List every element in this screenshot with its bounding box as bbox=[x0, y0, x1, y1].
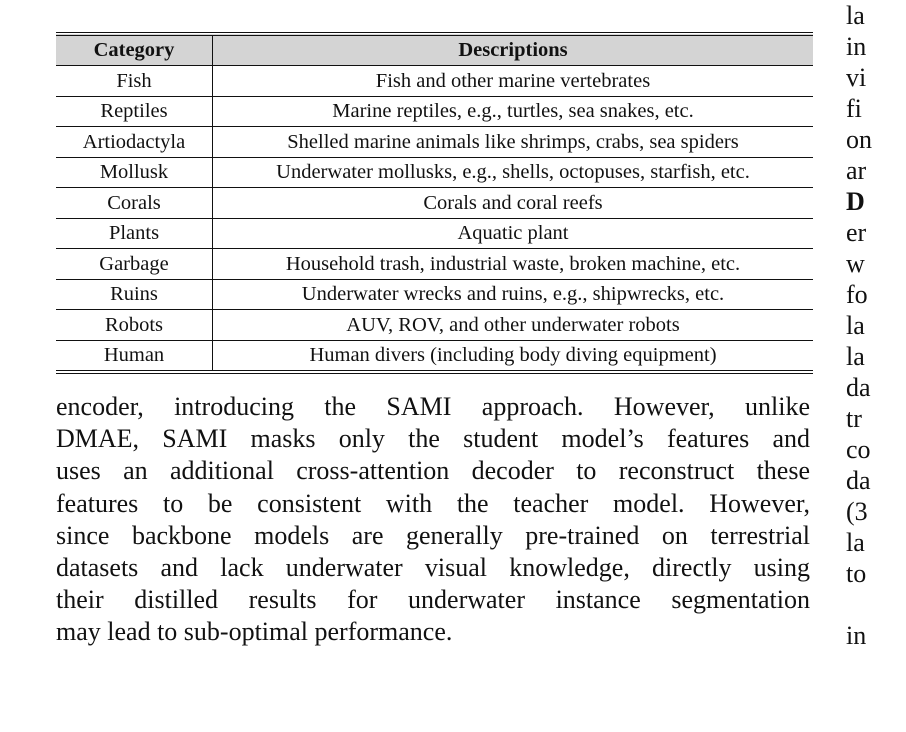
description-cell: Aquatic plant bbox=[213, 218, 814, 249]
paragraph-line: encoder, introducing the SAMI approach. However, unlike bbox=[56, 392, 810, 421]
right-column-fragment: la bbox=[846, 528, 865, 557]
table-row bbox=[56, 310, 813, 341]
description-cell: Household trash, industrial waste, broken machine, etc. bbox=[213, 249, 814, 280]
category-cell: Robots bbox=[56, 310, 213, 341]
description-cell: Marine reptiles, e.g., turtles, sea snakes, etc. bbox=[213, 96, 814, 127]
category-cell: Plants bbox=[56, 218, 213, 249]
table-header-row bbox=[56, 34, 813, 66]
table-row bbox=[56, 218, 813, 249]
description-cell: Underwater wrecks and ruins, e.g., shipwrecks, etc. bbox=[213, 279, 814, 310]
description-cell: AUV, ROV, and other underwater robots bbox=[213, 310, 814, 341]
category-table bbox=[56, 32, 813, 374]
category-cell: Garbage bbox=[56, 249, 213, 280]
paragraph-line: since backbone models are generally pre-trained on terrestrial bbox=[56, 520, 810, 550]
right-column-fragment: er bbox=[846, 218, 867, 247]
right-column-fragment: la bbox=[846, 342, 865, 371]
description-cell: Human divers (including body diving equipment) bbox=[309, 344, 717, 366]
right-column-fragment: w bbox=[846, 249, 865, 278]
right-column-fragment: (3 bbox=[846, 497, 868, 526]
table-row bbox=[56, 249, 813, 280]
right-column-fragment: fo bbox=[846, 280, 868, 309]
category-cell: Fish bbox=[56, 66, 213, 97]
right-column-fragment: la bbox=[846, 311, 865, 340]
right-column-fragment bbox=[846, 589, 906, 620]
column-header-category: Category bbox=[56, 34, 213, 66]
category-cell: Ruins bbox=[56, 279, 213, 310]
right-column-cropped-text bbox=[846, 0, 906, 651]
paragraph-line: uses an additional cross-attention decoder to reconstruct these bbox=[56, 456, 810, 486]
table-row bbox=[56, 127, 813, 158]
right-column-fragment: la bbox=[846, 1, 865, 30]
right-column-fragment: tr bbox=[846, 404, 862, 433]
right-column-fragment: on bbox=[846, 125, 872, 154]
right-column-fragment: da bbox=[846, 373, 871, 402]
description-cell: Corals and coral reefs bbox=[213, 188, 814, 219]
category-cell: Artiodactyla bbox=[56, 127, 213, 158]
table-row bbox=[56, 157, 813, 188]
category-cell: Human bbox=[56, 340, 213, 372]
category-cell: Mollusk bbox=[56, 157, 213, 188]
paragraph-line: DMAE, SAMI masks only the student model’s features and bbox=[56, 424, 810, 454]
description-cell: Shelled marine animals like shrimps, crabs, sea spiders bbox=[213, 127, 814, 158]
table-row bbox=[56, 340, 813, 372]
paragraph-line: datasets and lack underwater visual knowledge, directly using bbox=[56, 553, 810, 583]
table-row bbox=[56, 66, 813, 97]
category-cell: Reptiles bbox=[56, 96, 213, 127]
right-column-fragment: co bbox=[846, 435, 871, 464]
paragraph-line: may lead to sub-optimal performance. bbox=[56, 617, 453, 647]
right-column-fragment: vi bbox=[846, 63, 867, 92]
description-cell: Fish and other marine vertebrates bbox=[213, 66, 814, 97]
right-column-fragment: fi bbox=[846, 94, 862, 123]
column-header-descriptions: Descriptions bbox=[213, 34, 814, 66]
right-column-fragment: in bbox=[846, 621, 867, 650]
description-cell: Underwater mollusks, e.g., shells, octopuses, starfish, etc. bbox=[213, 157, 814, 188]
table-row bbox=[56, 96, 813, 127]
table-row bbox=[56, 279, 813, 310]
table-row bbox=[56, 188, 813, 219]
right-column-fragment: D bbox=[846, 187, 865, 216]
category-cell: Corals bbox=[56, 188, 213, 219]
paragraph-line: their distilled results for underwater instance segmentation bbox=[56, 585, 810, 615]
right-column-fragment: ar bbox=[846, 156, 867, 185]
paragraph-line: features to be consistent with the teacher model. However, bbox=[56, 488, 810, 518]
right-column-fragment: to bbox=[846, 559, 867, 588]
body-paragraph bbox=[56, 391, 810, 649]
right-column-fragment: da bbox=[846, 466, 871, 495]
right-column-fragment: in bbox=[846, 32, 867, 61]
